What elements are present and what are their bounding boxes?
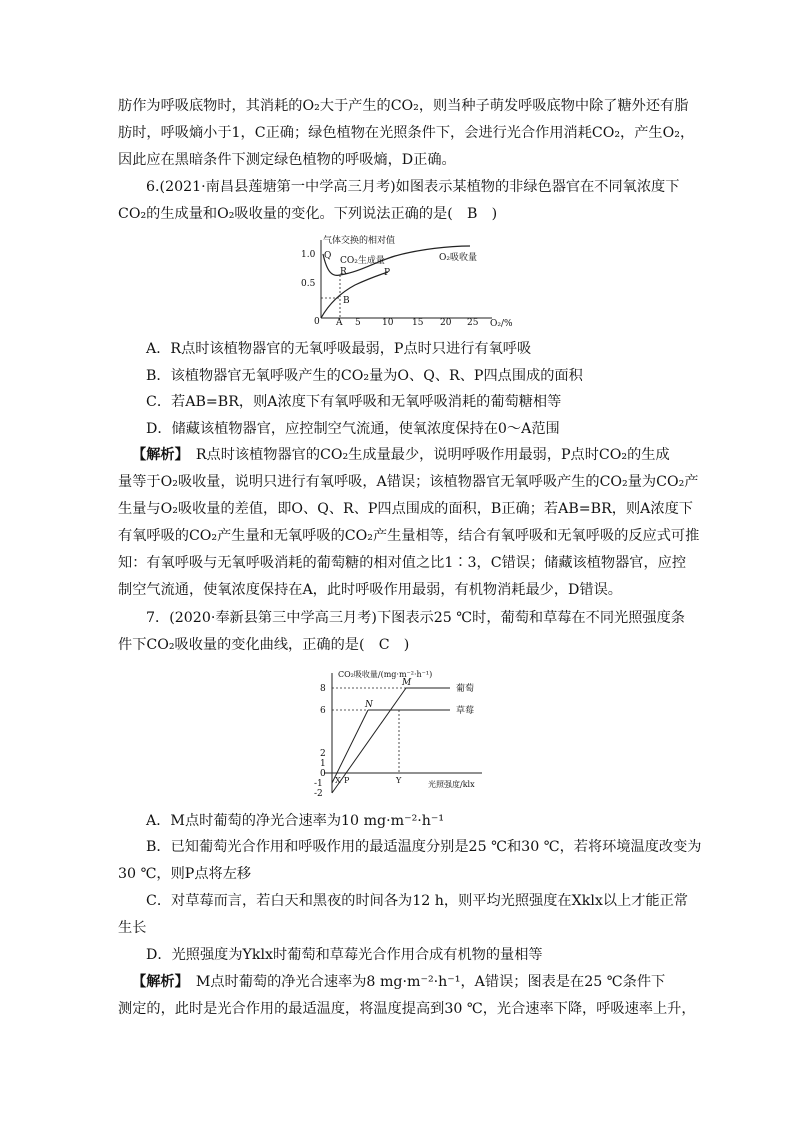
intro-line-1: 肪作为呼吸底物时，其消耗的O₂大于产生的CO₂，则当种子萌发呼吸底物中除了糖外还有脂	[118, 98, 689, 114]
intro-line-3: 因此应在黑暗条件下测定绿色植物的呼吸熵，D正确。	[118, 152, 456, 168]
q7-ytick-neg1: -1	[314, 779, 323, 789]
q6-option-d: D．储藏该植物器官，应控制空气流通，使氧浓度保持在0～A范围	[146, 421, 560, 437]
q6-option-b: B．该植物器官无氧呼吸产生的CO₂量为O、Q、R、P四点围成的面积	[146, 368, 583, 384]
q6-xtick-A: A	[336, 318, 343, 328]
q7-point-P: P	[344, 776, 350, 785]
q7-strawberry-line	[332, 710, 368, 783]
q7-ytick-neg2: -2	[314, 789, 323, 799]
q6-analysis-line-2: 量等于O₂吸收量，说明只进行有氧呼吸，A错误；该植物器官无氧呼吸产生的CO₂量为CO₂产	[118, 474, 699, 490]
q6-xtick-5: 5	[355, 318, 361, 328]
q6-point-R: R	[340, 267, 347, 277]
q6-analysis-line-1	[132, 446, 670, 464]
q7-grape-label: 葡萄	[456, 684, 475, 694]
q7-figure	[310, 665, 500, 800]
q6-analysis-line-4: 有氧呼吸的CO₂产生量和无氧呼吸的CO₂产生量相等，结合有氧呼吸和无氧呼吸的反应式可推	[118, 528, 700, 544]
q6-xtick-15: 15	[412, 318, 424, 328]
q7-ytick-6: 6	[320, 706, 326, 716]
q7-option-b-line-2: 30 ℃，则P点将左移	[118, 866, 252, 882]
q6-analysis-text-1: R点时该植物器官的CO₂生成量最少，说明呼吸作用最弱，P点时CO₂的生成	[181, 447, 670, 463]
q6-xtick-10: 10	[382, 318, 394, 328]
q7-analysis-line-2: 测定的，此时是光合作用的最适温度，将温度提高到30 ℃，光合速率下降，呼吸速率上升，	[118, 1001, 696, 1017]
q7-x-label: 光照强度/klx	[428, 780, 475, 789]
q6-o2-curve	[321, 272, 388, 318]
q7-stem-line-1: 7．(2020·奉新县第三中学高三月考)下图表示25 ℃时，葡萄和草莓在不同光照强度条	[146, 610, 685, 626]
q7-point-M: M	[402, 678, 412, 688]
q6-analysis-line-6: 制空气流通，使氧浓度保持在A，此时呼吸作用最弱，有机物消耗最少，D错误。	[118, 582, 622, 598]
q7-stem-line-2: 件下CO₂吸收量的变化曲线，正确的是( C )	[118, 637, 410, 653]
q6-point-Q: Q	[324, 251, 332, 261]
q6-co2-label: CO₂生成量	[340, 256, 385, 266]
q7-option-c-line-2: 生长	[118, 920, 147, 936]
q6-xtick-25: 25	[467, 318, 479, 328]
q7-strawberry-label: 草莓	[456, 706, 475, 716]
q6-xtick-20: 20	[440, 318, 452, 328]
q6-option-a: A．R点时该植物器官的无氧呼吸最弱，P点时只进行有氧呼吸	[146, 341, 532, 357]
q6-figure	[300, 232, 520, 330]
q6-ytick-2: 0.5	[301, 279, 316, 289]
q7-point-X: X	[335, 776, 341, 785]
q6-analysis-line-5: 知：有氧呼吸与无氧呼吸消耗的葡萄糖的相对值之比1∶3，C错误；储藏该植物器官，应控	[118, 555, 687, 571]
q6-origin: 0	[314, 317, 320, 327]
q7-analysis-line-1	[132, 973, 665, 991]
q7-analysis-label: 【解析】	[132, 974, 182, 990]
q6-o2-label: O₂吸收量	[439, 253, 477, 263]
q7-analysis-text-1: M点时葡萄的净光合速率为8 mg·m⁻²·h⁻¹，A错误；图表是在25 ℃条件下	[181, 974, 666, 990]
q6-ytick-1: 1.0	[301, 250, 316, 260]
q7-point-N: N	[365, 700, 373, 710]
q7-ytick-1: 1	[320, 759, 326, 769]
q6-x-label: O₂/%	[490, 319, 513, 329]
q6-stem-line-1: 6.(2021·南昌县莲塘第一中学高三月考)如图表示某植物的非绿色器官在不同氧浓度下	[146, 179, 680, 195]
q7-option-a: A．M点时葡萄的净光合速率为10 mg·m⁻²·h⁻¹	[146, 813, 445, 829]
q6-option-c: C．若AB=BR，则A浓度下有氧呼吸和无氧呼吸消耗的葡萄糖相等	[146, 394, 562, 410]
q7-option-b-line-1: B．已知葡萄光合作用和呼吸作用的最适温度分别是25 ℃和30 ℃，若将环境温度改变为	[146, 839, 702, 855]
q6-stem-line-2: CO₂的生成量和O₂吸收量的变化。下列说法正确的是( B )	[118, 206, 498, 222]
q6-y-title: 气体交换的相对值	[323, 236, 396, 246]
q6-analysis-line-3: 生量与O₂吸收量的差值，即O、Q、R、P四点围成的面积，B正确；若AB=BR，则A浓度下	[118, 501, 693, 517]
q7-ytick-8: 8	[320, 684, 326, 694]
q6-point-P: P	[384, 268, 391, 278]
q7-ytick-0: 0	[320, 769, 326, 779]
q6-analysis-label: 【解析】	[132, 447, 182, 463]
q7-option-d: D．光照强度为Yklx时葡萄和草莓光合作用合成有机物的量相等	[146, 947, 543, 963]
intro-line-2: 肪时，呼吸熵小于1，C正确；绿色植物在光照条件下，会进行光合作用消耗CO₂，产生O₂，	[118, 125, 695, 141]
q7-option-c-line-1: C．对草莓而言，若白天和黑夜的时间各为12 h，则平均光照强度在Xklx以上才能正常	[146, 893, 688, 909]
q7-ytick-2: 2	[320, 749, 326, 759]
q7-point-Y: Y	[396, 776, 402, 785]
q6-point-B: B	[343, 296, 350, 306]
q7-y-title: CO₂吸收量/(mg·m⁻²·h⁻¹)	[338, 670, 433, 679]
